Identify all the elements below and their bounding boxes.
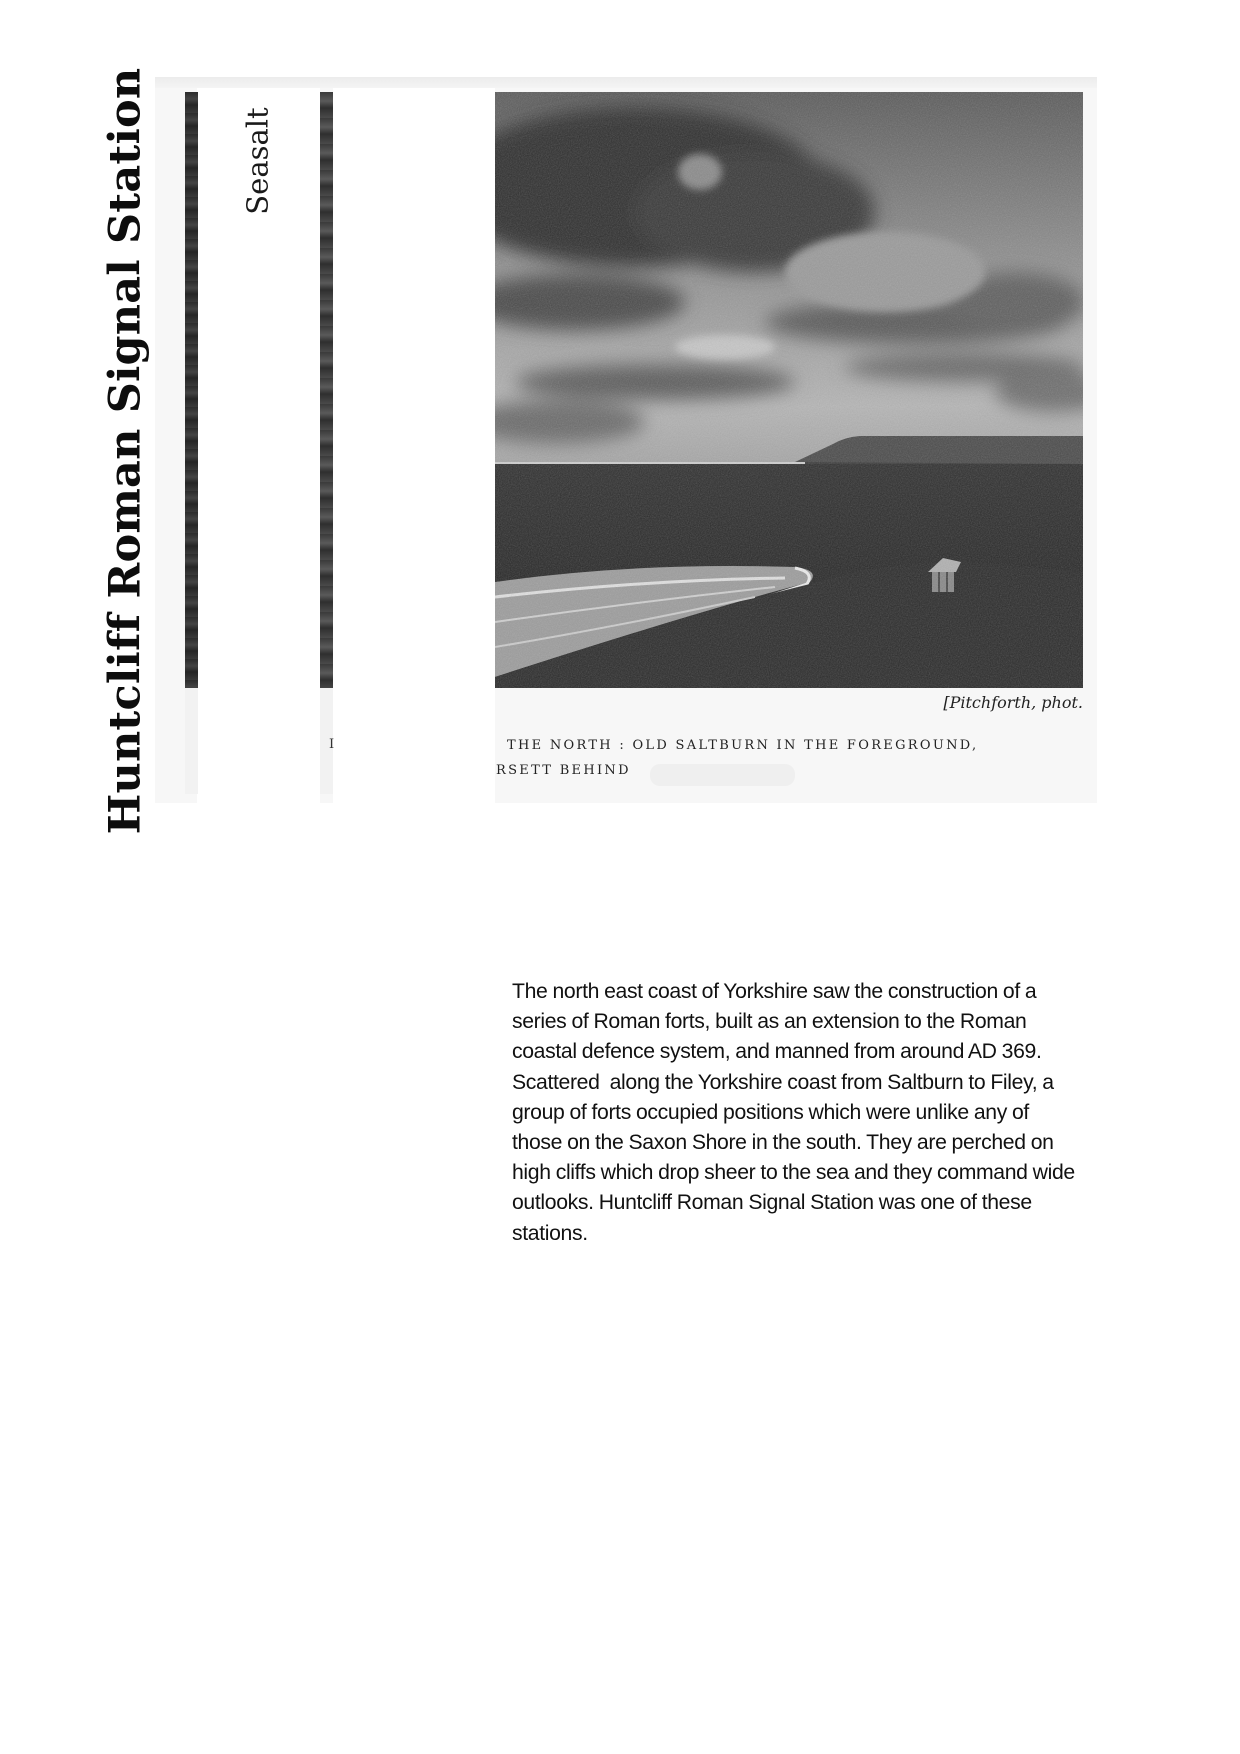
body-line: group of forts occupied positions which were unlike any of xyxy=(512,1100,1029,1124)
side-label-text: Seasalt xyxy=(241,107,276,215)
body-line: The north east coast of Yorkshire saw the construction of a xyxy=(512,980,1037,1003)
side-label xyxy=(238,96,278,226)
photo-strip-left xyxy=(185,92,198,688)
body-line: outlooks. Huntcliff Roman Signal Station was one of these xyxy=(512,1191,1032,1215)
page-title xyxy=(100,67,150,835)
stray-print-mark: I xyxy=(329,737,335,752)
body-line: stations. xyxy=(512,1221,588,1245)
coastal-photograph xyxy=(495,92,1083,688)
body-line: series of Roman forts, built as an extension to the Roman xyxy=(512,1010,1027,1034)
blank-panel-middle xyxy=(333,88,495,804)
photo-strip-right xyxy=(320,92,333,688)
photo-strip-left-margin xyxy=(185,688,198,794)
body-line: coastal defence system, and manned from around AD 369. xyxy=(512,1040,1042,1064)
body-line: Scattered along the Yorkshire coast from Saltburn to Filey, a xyxy=(512,1070,1054,1094)
body-line: high cliffs which drop sheer to the sea and they command wide xyxy=(512,1161,1075,1185)
body-line: those on the Saxon Shore in the south. They are perched on xyxy=(512,1131,1054,1155)
scan-top-edge xyxy=(155,77,1097,88)
photo-credit: [Pitchforth, phot. xyxy=(943,693,1083,712)
body-paragraph xyxy=(512,977,1172,1249)
scan-smudge xyxy=(650,764,795,786)
photo-caption-line-1: THE NORTH : OLD SALTBURN IN THE FOREGROUND, xyxy=(507,738,979,753)
page-title-text: Huntcliff Roman Signal Station xyxy=(100,67,150,835)
photo-illustration xyxy=(495,92,1083,688)
photo-caption-line-2: RSETT BEHIND xyxy=(496,763,631,778)
